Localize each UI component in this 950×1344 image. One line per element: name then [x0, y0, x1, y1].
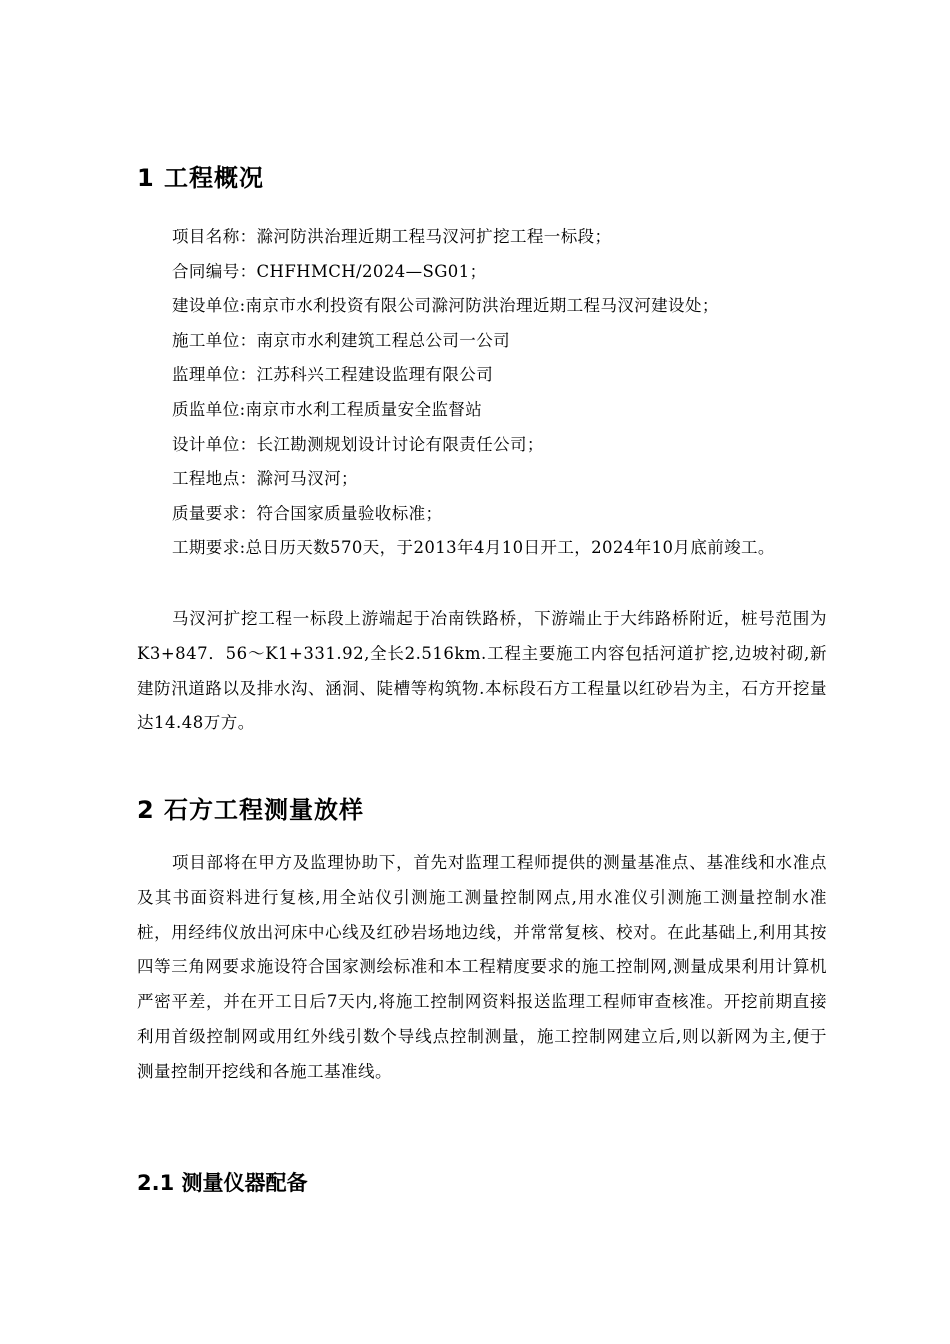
section-2-heading: 2 石方工程测量放样	[137, 796, 365, 824]
construction-owner-line: 建设单位:南京市水利投资有限公司滁河防洪治理近期工程马汊河建设处；	[172, 296, 719, 316]
project-info-list	[172, 225, 775, 571]
supervisor-line: 监理单位：江苏科兴工程建设监理有限公司	[172, 365, 494, 385]
quality-supervision-line: 质监单位:南京市水利工程质量安全监督站	[172, 399, 483, 419]
section-1-paragraph: 马汊河扩挖工程一标段上游端起于冶南铁路桥，下游端止于大纬路桥附近，桩号范围为K3+847．56～K1+331.92,全长2.516km.工程主要施工内容包括河道扩挖,边坡衬砌,新建防汛道路以及排水沟、涵洞、陡槽等构筑物.本标段石方工程量以红砂岩为主，石方开挖量达14.48万方。	[137, 609, 827, 733]
section-2-1-heading: 2.1 测量仪器配备	[137, 1171, 308, 1195]
contractor-line: 施工单位：南京市水利建筑工程总公司一公司	[172, 330, 510, 350]
quality-requirement-line: 质量要求：符合国家质量验收标准；	[172, 503, 443, 523]
location-line: 工程地点：滁河马汊河；	[172, 469, 358, 489]
designer-line: 设计单位：长江勘测规划设计讨论有限责任公司；	[172, 434, 544, 454]
section-2-paragraph: 项目部将在甲方及监理协助下，首先对监理工程师提供的测量基准点、基准线和水准点及其书面资料进行复核,用全站仪引测施工测量控制网点,用水准仪引测施工测量控制水准桩，用经纬仪放出河床中心线及红砂岩场地边线，并常常复核、校对。在此基础上,利用其按四等三角网要求施设符合国家测绘标准和本工程精度要求的施工控制网,测量成果利用计算机严密平差，并在开工日后7天内,将施工控制网资料报送监理工程师审查核准。开挖前期直接利用首级控制网或用红外线引数个导线点控制测量，施工控制网建立后,则以新网为主,便于测量控制开挖线和各施工基准线。	[137, 853, 827, 1081]
schedule-requirement-line: 工期要求:总日历天数570天，于2013年4月10日开工，2024年10月底前竣工。	[172, 538, 775, 558]
contract-number-line: 合同编号：CHFHMCH/2024—SG01；	[172, 261, 487, 281]
project-name-line: 项目名称：滁河防洪治理近期工程马汊河扩挖工程一标段；	[172, 227, 612, 246]
section-1-heading: 1 工程概况	[137, 164, 265, 192]
